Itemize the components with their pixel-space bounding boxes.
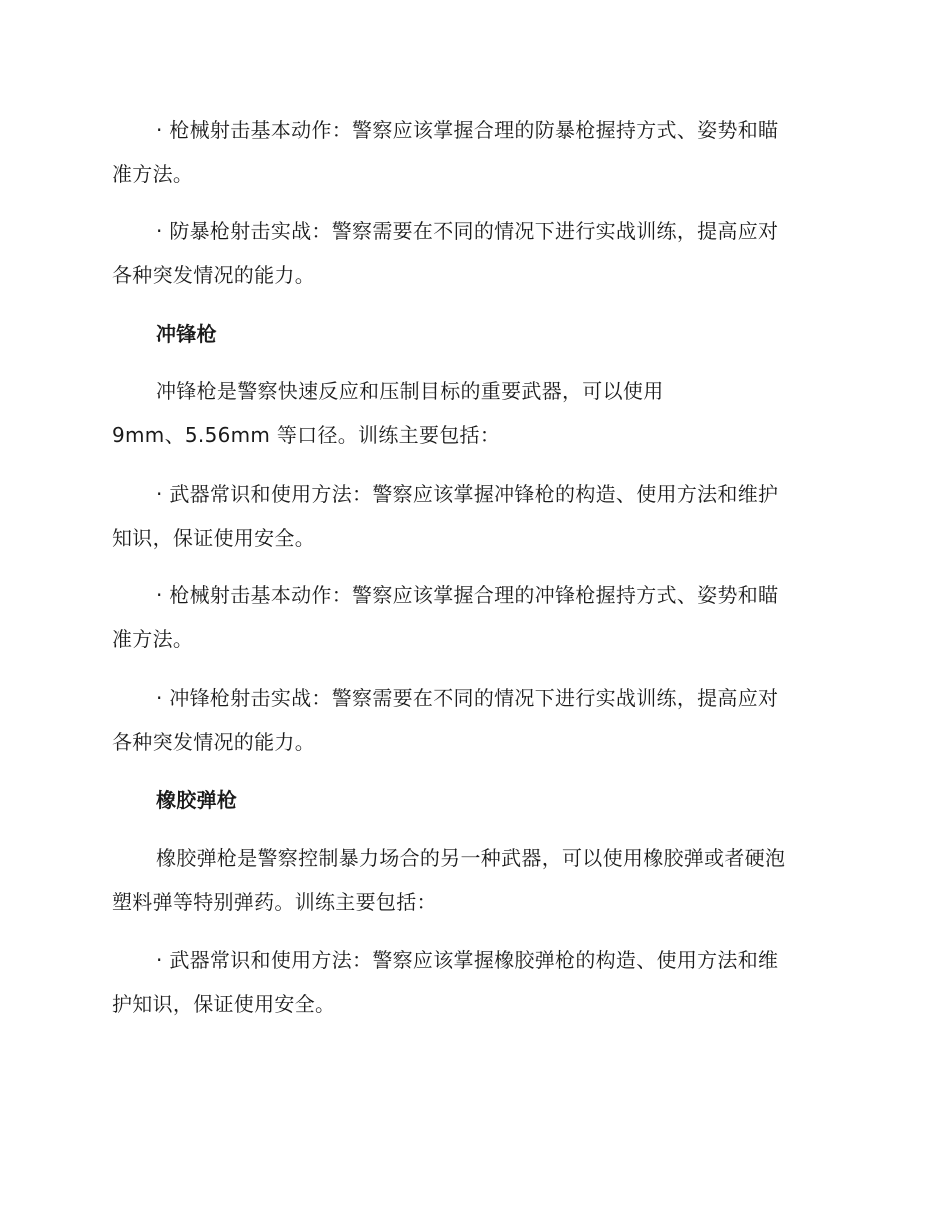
paragraph-firearm-basic-actions-riot-gun [112, 108, 830, 196]
paragraph-rubber-bullet-gun-intro [112, 836, 830, 924]
paragraph-line: · 枪械射击基本动作：警察应该掌握合理的防暴枪握持方式、姿势和瞄 [156, 118, 779, 142]
paragraph-line: · 武器常识和使用方法：警察应该掌握冲锋枪的构造、使用方法和维护 [156, 482, 779, 506]
paragraph-line: 塑料弹等特别弹药。训练主要包括： [112, 890, 437, 914]
paragraph-line: · 防暴枪射击实战：警察需要在不同的情况下进行实战训练，提高应对 [156, 219, 779, 243]
paragraph-line: 冲锋枪是警察快速反应和压制目标的重要武器，可以使用 [156, 379, 664, 403]
paragraph-rubber-gun-knowledge-usage [112, 938, 830, 1026]
paragraph-smg-knowledge-usage [112, 472, 830, 560]
section-heading-submachine-gun [112, 312, 830, 356]
paragraph-line: 准方法。 [112, 627, 194, 651]
paragraph-riot-gun-combat [112, 209, 830, 297]
paragraph-line: 知识，保证使用安全。 [112, 526, 315, 550]
heading-text: 橡胶弹枪 [156, 788, 238, 812]
paragraph-line: 9mm、5.56mm 等口径。训练主要包括： [112, 423, 501, 447]
paragraph-line: 各种突发情况的能力。 [112, 263, 315, 287]
paragraph-smg-combat [112, 676, 830, 764]
paragraph-line: 橡胶弹枪是警察控制暴力场合的另一种武器，可以使用橡胶弹或者硬泡 [156, 846, 786, 870]
paragraph-line: 准方法。 [112, 162, 194, 186]
paragraph-line: 护知识，保证使用安全。 [112, 992, 336, 1016]
paragraph-line: · 武器常识和使用方法：警察应该掌握橡胶弹枪的构造、使用方法和维 [156, 948, 779, 972]
paragraph-smg-basic-actions [112, 573, 830, 661]
paragraph-line: · 冲锋枪射击实战：警察需要在不同的情况下进行实战训练，提高应对 [156, 686, 779, 710]
heading-text: 冲锋枪 [156, 322, 217, 346]
paragraph-line: 各种突发情况的能力。 [112, 730, 315, 754]
section-heading-rubber-bullet-gun [112, 778, 830, 822]
paragraph-line: · 枪械射击基本动作：警察应该掌握合理的冲锋枪握持方式、姿势和瞄 [156, 583, 779, 607]
paragraph-submachine-gun-intro [112, 369, 830, 457]
